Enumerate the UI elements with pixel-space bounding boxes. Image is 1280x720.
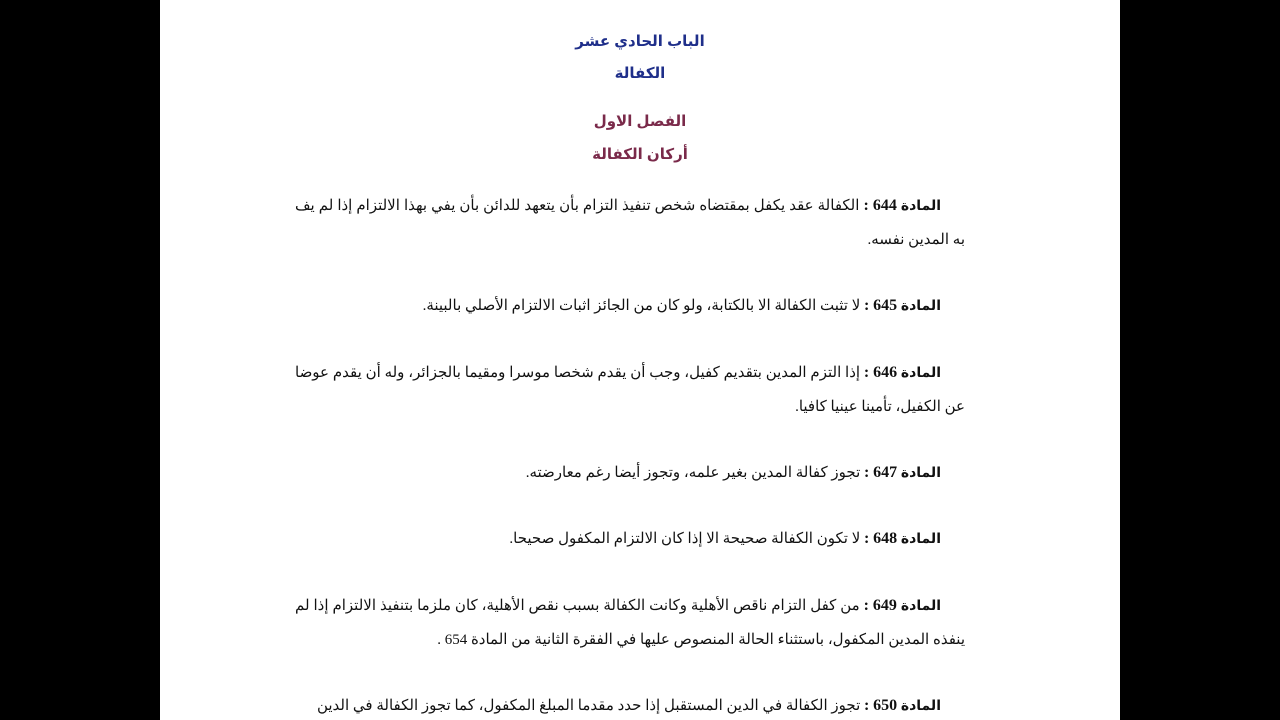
article-number: 649 — [872, 597, 897, 614]
article-label: المادة — [900, 197, 942, 213]
article-label: المادة — [900, 297, 941, 313]
article-text: لا تثبت الكفالة الا بالكتابة، ولو كان من الجائز اثبات الالتزام الأصلي بالبينة. — [422, 298, 861, 314]
article-number: 645 — [873, 297, 898, 314]
article-number: 647 — [873, 464, 898, 481]
section-subject: أركان الكفالة — [592, 146, 688, 163]
article-649 — [295, 588, 965, 657]
article-number: 644 — [872, 197, 897, 214]
article-number: 646 — [873, 364, 898, 381]
article-separator: : — [864, 697, 870, 714]
article-text: الكفالة عقد يكفل بمقتضاه شخص تنفيذ التزام بأن يتعهد للدائن بأن يفي بهذا الالتزام إذا لم يف به المدين نفسه. — [295, 198, 965, 248]
article-646 — [295, 355, 965, 424]
article-text: تجوز الكفالة في الدين المستقبل إذا حدد مقدما المبلغ المكفول، كما تجوز الكفالة في الدين — [316, 698, 861, 714]
article-number: 650 — [873, 697, 898, 714]
article-text: إذا التزم المدين بتقديم كفيل، وجب أن يقدم شخصا موسرا ومقيما بالجزائر، وله أن يقدم عوضا عن الكفيل، تأمينا عينيا كافيا. — [295, 365, 965, 415]
article-text: من كفل التزام ناقص الأهلية وكانت الكفالة بسبب نقص الأهلية، كان ملزما بتنفيذ الالتزام إذا لم ينفذه المدين المكفول، باستثناء الحالة المنصوص عليها في الفقرة الثانية من المادة 654 . — [295, 598, 965, 648]
article-648 — [295, 521, 965, 556]
chapter-subject: الكفالة — [614, 65, 666, 82]
article-650 — [295, 688, 965, 720]
document-page — [160, 0, 1120, 720]
article-separator: : — [863, 597, 869, 614]
article-text: تجوز كفالة المدين بغير علمه، وتجوز أيضا رغم معارضته. — [525, 465, 861, 481]
article-number: 648 — [873, 530, 898, 547]
article-label: المادة — [900, 464, 941, 480]
article-separator: : — [864, 530, 870, 547]
chapter-title: الباب الحادي عشر — [575, 33, 705, 50]
article-label: المادة — [900, 597, 942, 613]
article-647 — [295, 455, 965, 490]
article-separator: : — [863, 364, 870, 381]
article-separator: : — [863, 197, 869, 214]
article-text: لا تكون الكفالة صحيحة الا إذا كان الالتزام المكفول صحيحا. — [509, 531, 861, 547]
article-644 — [295, 188, 965, 257]
article-label: المادة — [900, 697, 941, 713]
article-label: المادة — [900, 530, 941, 546]
section-title: الفصل الاول — [593, 113, 687, 130]
article-separator: : — [864, 464, 870, 481]
article-645 — [295, 288, 965, 323]
article-label: المادة — [900, 364, 942, 380]
article-separator: : — [864, 297, 870, 314]
